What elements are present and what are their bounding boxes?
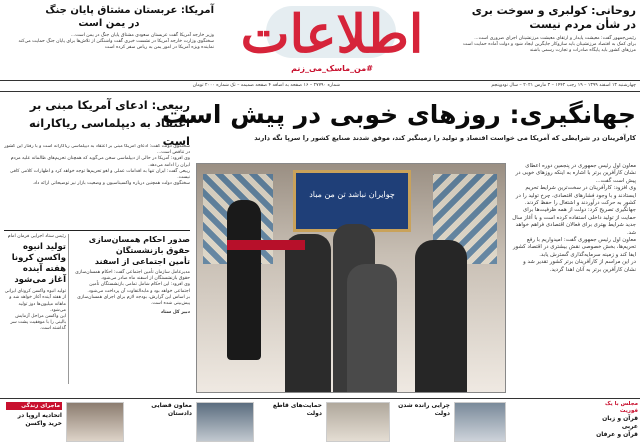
left-headline: ربیعی: ادعای آمریکا مبنی بر اعتقاد به دیپلماسی ریاکارانه است bbox=[29, 98, 190, 148]
main-subhead: کارآفرینان در شرایطی که آمریکا می خواست اقتصاد و تولید را زمینگیر کند، موفق شدند صنایع کشور را سرپا نگه دارند bbox=[254, 134, 636, 142]
person-3 bbox=[347, 264, 397, 393]
person-4 bbox=[415, 240, 467, 393]
vaccine-box: رئیس ستاد اجرایی فرمان امام تولید انبوه واکسن کرونا هفته آینده آغاز می‌شود تولید انبوه واکسن کرونای ایرانی از هفته آینده آغاز خواهد شد و ماهانه میلیون‌ها دوز تولید می‌شود. این واکسن مراحل آزمایش بالینی را با موفقیت پشت سر گذاشته است. bbox=[4, 234, 66, 332]
footer-thumb-2 bbox=[326, 402, 390, 442]
footer-item-4: چرایی رانده شدن دولت bbox=[398, 402, 450, 417]
footer-thumb-3 bbox=[196, 402, 254, 442]
photo-banner-text: چوایران نباشد تن من مباد bbox=[309, 190, 395, 199]
main-photo bbox=[196, 163, 506, 393]
dateline-bar bbox=[0, 80, 640, 92]
issue-info: شماره ۲۷۷۹۰ – ۱۶ صفحه به اضافه ۴ صفحه ضمیمه – تک شماره ۲۰۰۰ تومان bbox=[192, 83, 340, 88]
masthead-left-headline: روحانی: کولبری و سوخت بری در شأن مردم نیست رئیس‌جمهور گفت: معیشت پایدار و ارتقای معیشت مرزنشینان اجرای ضروری است... برای کمک به اقتصاد مرزنشینان باید سازوکار جایگزین ایجاد شود و دولت آماده حمایت است مرزهای کشور باید پایگاه صادرات و تجارت رسمی باشند bbox=[462, 4, 636, 54]
pension-box: صدور احکام همسان‌سازی حقوق بازنشستگان تأمین اجتماعی از اسفند مدیرعامل سازمان تأمین اجتماعی گفت: احکام همسان‌سازی حقوق بازنشستگان از اسفند ماه صادر می‌شود. وی افزود: این احکام شامل تمامی بازنشستگان تأمین اجتماعی خواهد بود و مابه‌التفاوت آن پرداخت می‌شود. بر اساس این گزارش، بودجه لازم برای اجرای همسان‌سازی پیش‌بینی شده است. دبیر کل ستاد bbox=[75, 235, 190, 316]
footer-ribbon: ماجرای زندگی bbox=[6, 402, 62, 410]
dateline: چهارشنبه ۱۳ اسفند ۱۳۹۹ – ۱۹ رجب ۱۴۴۲ – ۳ مارس ۲۰۲۱ – سال نودوپنجم bbox=[491, 83, 636, 88]
masthead-right-headline: آمریکا: عربستان مشتاق پایان جنگ در یمن است وزیر خارجه آمریکا گفت عربستان سعودی مشتاق پایان جنگ در یمن است... سخنگوی وزارت خارجه آمریکا در نشست خبری گفت واشنگتن از تلاش‌ها برای پایان جنگ حمایت می‌کند نماینده ویژه آمریکا در امور یمن به ریاض سفر کرده است bbox=[18, 5, 214, 51]
footer-thumb-4 bbox=[66, 402, 124, 442]
photo-backdrop-panel bbox=[293, 170, 411, 232]
footer-item-3: حمایت‌های قاطع دولت bbox=[272, 402, 322, 417]
footer-item-1: ماجرای زندگی اتحادیه اروپا در خرید واکسن bbox=[6, 402, 62, 428]
right-column: معاون اول رئیس جمهوری در پنجمین دوره اعطای نشان کارآفرین برتر با اشاره به اینکه روزهای خوبی در پیش است گفت... وی افزود: کارآفرینان در سخت‌ترین شرایط تحریم ایستادند و با وجود فشارهای اقتصادی، چرخ تولید را در کشور به حرکت درآوردند و اشتغال را حفظ کردند. جهانگیری تصریح کرد: دولت از همه ظرفیت‌ها برای حمایت از تولید داخلی استفاده کرده است و با آغاز سال جدید شرایط بهتری برای فعالان اقتصادی فراهم خواهد شد. معاون اول رئیس جمهوری گفت: امیدواریم با رفع تحریم‌ها، بخش خصوصی نقش بیشتری در اقتصاد کشور ایفا کند و زمینه سرمایه‌گذاری گسترش یابد. در این مراسم از کارآفرینان برتر کشور تقدیر شد و نشان کارآفرین برتر به آنان اهدا گردید. bbox=[512, 163, 636, 273]
footer-thumb-1 bbox=[454, 402, 506, 442]
left-column bbox=[4, 96, 190, 396]
left-text: سخنگوی دولت گفت: ادعای آمریکا مبنی بر اعتقاد به دیپلماسی ریاکارانه است و با رفتار این کشور در تناقض است... وی افزود: آمریکا در حالی از دیپلماسی سخن می‌گوید که همچنان تحریم‌های ظالمانه علیه مردم ایران را ادامه می‌دهد. ربیعی گفت: ایران تنها به اقدامات عملی و لغو تحریم‌ها توجه خواهد کرد و اظهارات کلامی کافی نیست. سخنگوی دولت همچنین درباره واکسیناسیون و وضعیت بازار نیز توضیحاتی ارائه داد. bbox=[4, 144, 190, 187]
person-1 bbox=[285, 234, 331, 393]
footer-strip bbox=[0, 398, 640, 445]
slogan: #من_ماسک_می_زنم bbox=[291, 64, 373, 73]
masthead bbox=[0, 0, 640, 94]
person-woman bbox=[227, 200, 261, 360]
footer-item-2: معاون قضایی دادستان bbox=[151, 402, 192, 417]
footer-item-7: مجلس با یک فوریت قرآن و زبان عربی قرآن و عرفان bbox=[596, 401, 638, 438]
logo bbox=[224, 2, 440, 72]
red-ribbon bbox=[227, 240, 305, 250]
logo-text: اطلاعات bbox=[240, 4, 424, 65]
main-headline: جهانگیری: روزهای خوبی در پیش است bbox=[161, 100, 636, 129]
